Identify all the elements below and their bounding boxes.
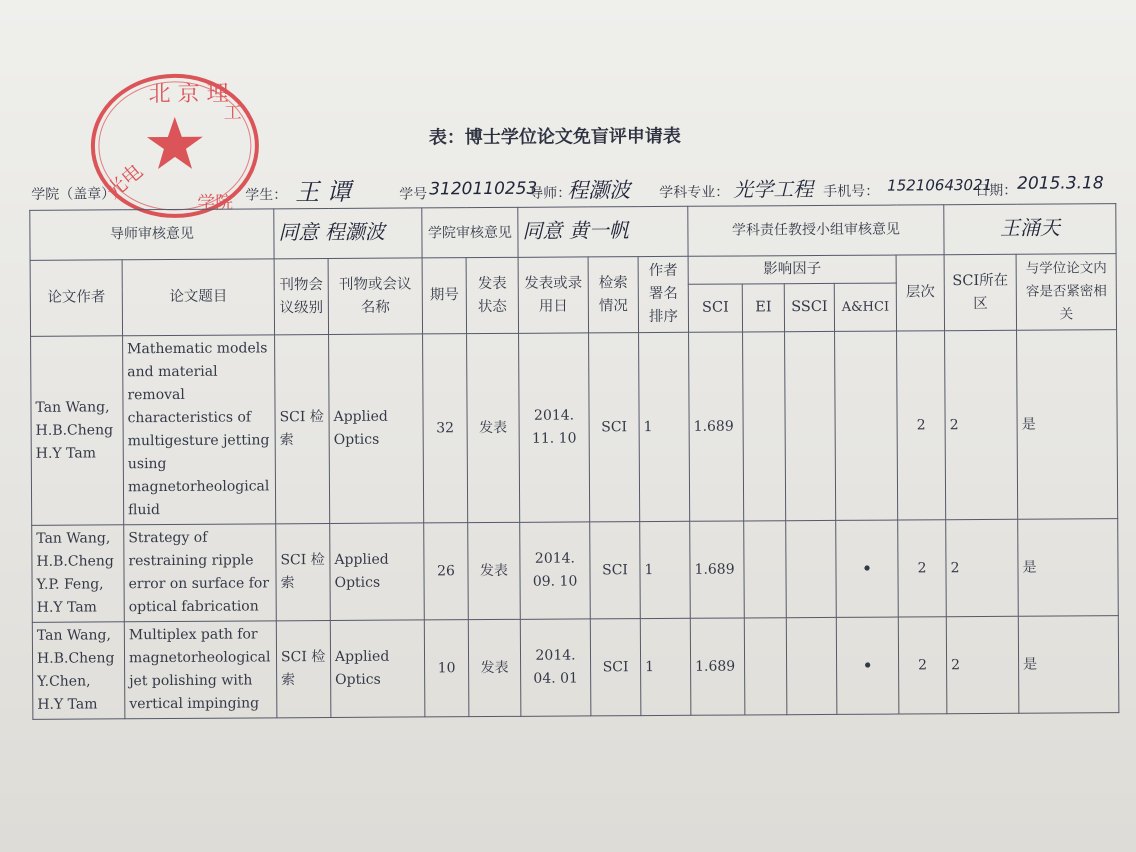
row-ei xyxy=(744,618,787,715)
college-label: 学院（盖章） xyxy=(31,186,116,203)
college-signature-cell xyxy=(518,206,688,257)
student-id-label: 学号 xyxy=(399,186,428,203)
header-sci-zone: SCI所在区 xyxy=(944,254,1016,330)
major-label: 学科专业： xyxy=(659,184,730,201)
svg-text:工: 工 xyxy=(223,102,242,124)
svg-text:光电: 光电 xyxy=(101,158,148,204)
review-row xyxy=(30,204,1116,261)
header-row-1 xyxy=(30,254,1116,289)
student-name: 王 谭 xyxy=(295,177,351,207)
college-signature: 同意 黄一帆 xyxy=(522,217,629,243)
header-venue: 刊物或会议名称 xyxy=(328,258,422,335)
row-related: 是 xyxy=(1018,519,1119,617)
phone-value: 15210643021 xyxy=(887,175,993,195)
header-title: 论文题目 xyxy=(122,259,274,336)
row-issue: 26 xyxy=(424,523,469,620)
row-status: 发表 xyxy=(468,522,521,619)
header-ahci: A&HCI xyxy=(834,283,896,331)
header-sci: SCI xyxy=(688,284,742,332)
row-title: Strategy of restraining ripple error on surface for optical fabrication xyxy=(124,524,277,622)
row-issue: 32 xyxy=(423,334,468,523)
row-level: SCI 检索 xyxy=(276,523,331,620)
row-ssci xyxy=(785,331,836,520)
row-related: 是 xyxy=(1018,616,1119,714)
table-row xyxy=(32,616,1119,720)
advisor-name: 程灏波 xyxy=(567,178,631,203)
row-index: SCI xyxy=(589,333,640,522)
row-status: 发表 xyxy=(467,333,520,522)
row-zone: 2 xyxy=(945,330,1018,519)
row-ahci xyxy=(835,331,898,520)
row-sci: 1.689 xyxy=(689,332,744,521)
row-rank: 1 xyxy=(639,332,690,521)
college-opinion-cell xyxy=(422,207,518,258)
header-related: 与学位论文内容是否紧密相关 xyxy=(1016,254,1116,331)
header-index: 检索情况 xyxy=(588,257,638,333)
row-index: SCI xyxy=(590,522,641,619)
student-id: 3120110253 xyxy=(429,178,538,200)
row-title: Mathematic models and material removal characteristics of multigesture jetting using magnetorheological fluid xyxy=(123,335,276,525)
advisor-opinion-cell xyxy=(30,209,274,260)
svg-text:学院: 学院 xyxy=(197,192,234,214)
header-date: 发表或录用日 xyxy=(518,257,588,333)
row-tier: 2 xyxy=(898,617,947,714)
date-label: 日期： xyxy=(975,182,1018,200)
advisor-signature: 同意 程灏波 xyxy=(278,219,385,244)
form-title: 表：博士学位论文免盲评申请表 xyxy=(428,125,681,149)
major-value: 光学工程 xyxy=(733,177,814,202)
advisor-label: 导师： xyxy=(529,185,572,202)
row-ssci xyxy=(786,520,837,617)
committee-opinion-cell xyxy=(688,205,944,257)
row-level: SCI 检索 xyxy=(276,620,331,717)
row-title: Multiplex path for magnetorheological jet polishing with vertical impinging xyxy=(124,621,277,719)
row-zone: 2 xyxy=(946,519,1019,616)
header-author: 论文作者 xyxy=(30,260,122,337)
header-ssci: SSCI xyxy=(784,283,834,331)
committee-signature-cell xyxy=(944,204,1116,255)
row-ahci: • xyxy=(836,520,899,617)
row-authors: Tan Wang, H.B.Cheng H.Y Tam xyxy=(31,336,124,526)
row-sci: 1.689 xyxy=(690,521,745,618)
row-ei xyxy=(743,332,786,521)
date-value: 2015.3.18 xyxy=(1017,173,1104,194)
header-issue: 期号 xyxy=(422,258,466,334)
table-row xyxy=(32,519,1119,623)
row-issue: 10 xyxy=(424,620,469,717)
phone-label: 手机号： xyxy=(823,183,880,200)
student-label: 学生： xyxy=(245,187,288,204)
header-status: 发表状态 xyxy=(466,257,518,333)
row-index: SCI xyxy=(590,619,641,716)
row-status: 发表 xyxy=(468,619,521,716)
row-authors: Tan Wang, H.B.Cheng Y.Chen, H.Y Tam xyxy=(32,622,125,720)
row-authors: Tan Wang, H.B.Cheng Y.P. Feng, H.Y Tam xyxy=(32,525,125,623)
svg-text:北 京 理: 北 京 理 xyxy=(148,81,229,108)
row-ahci: • xyxy=(836,617,899,714)
advisor-opinion-label: 导师审核意见 xyxy=(109,225,194,243)
committee-signature: 王涌天 xyxy=(999,215,1061,240)
row-date: 2014. 09. 10 xyxy=(520,522,591,619)
row-rank: 1 xyxy=(640,521,691,618)
row-tier: 2 xyxy=(898,520,947,617)
header-ei: EI xyxy=(742,284,784,332)
row-venue: Applied Optics xyxy=(329,334,424,524)
college-opinion-label: 学院审核意见 xyxy=(427,224,512,241)
application-table xyxy=(29,203,1119,720)
table-row xyxy=(31,330,1118,526)
row-venue: Applied Optics xyxy=(330,620,425,718)
header-level: 刊物会议级别 xyxy=(274,259,328,335)
advisor-signature-cell xyxy=(274,208,422,259)
row-sci: 1.689 xyxy=(690,618,745,715)
row-date: 2014. 11. 10 xyxy=(519,333,590,522)
committee-opinion-label: 学科责任教授小组审核意见 xyxy=(731,221,900,239)
row-ei xyxy=(744,521,787,618)
row-zone: 2 xyxy=(946,616,1019,713)
row-tier: 2 xyxy=(897,331,946,520)
row-related: 是 xyxy=(1017,330,1118,520)
header-rank: 作者署名排序 xyxy=(638,256,688,332)
header-tier: 层次 xyxy=(896,255,945,331)
row-rank: 1 xyxy=(640,618,691,715)
row-level: SCI 检索 xyxy=(275,334,330,523)
header-impact: 影响因子 xyxy=(688,255,896,284)
row-date: 2014. 04. 01 xyxy=(520,619,591,716)
row-ssci xyxy=(786,617,837,714)
row-venue: Applied Optics xyxy=(330,523,425,621)
